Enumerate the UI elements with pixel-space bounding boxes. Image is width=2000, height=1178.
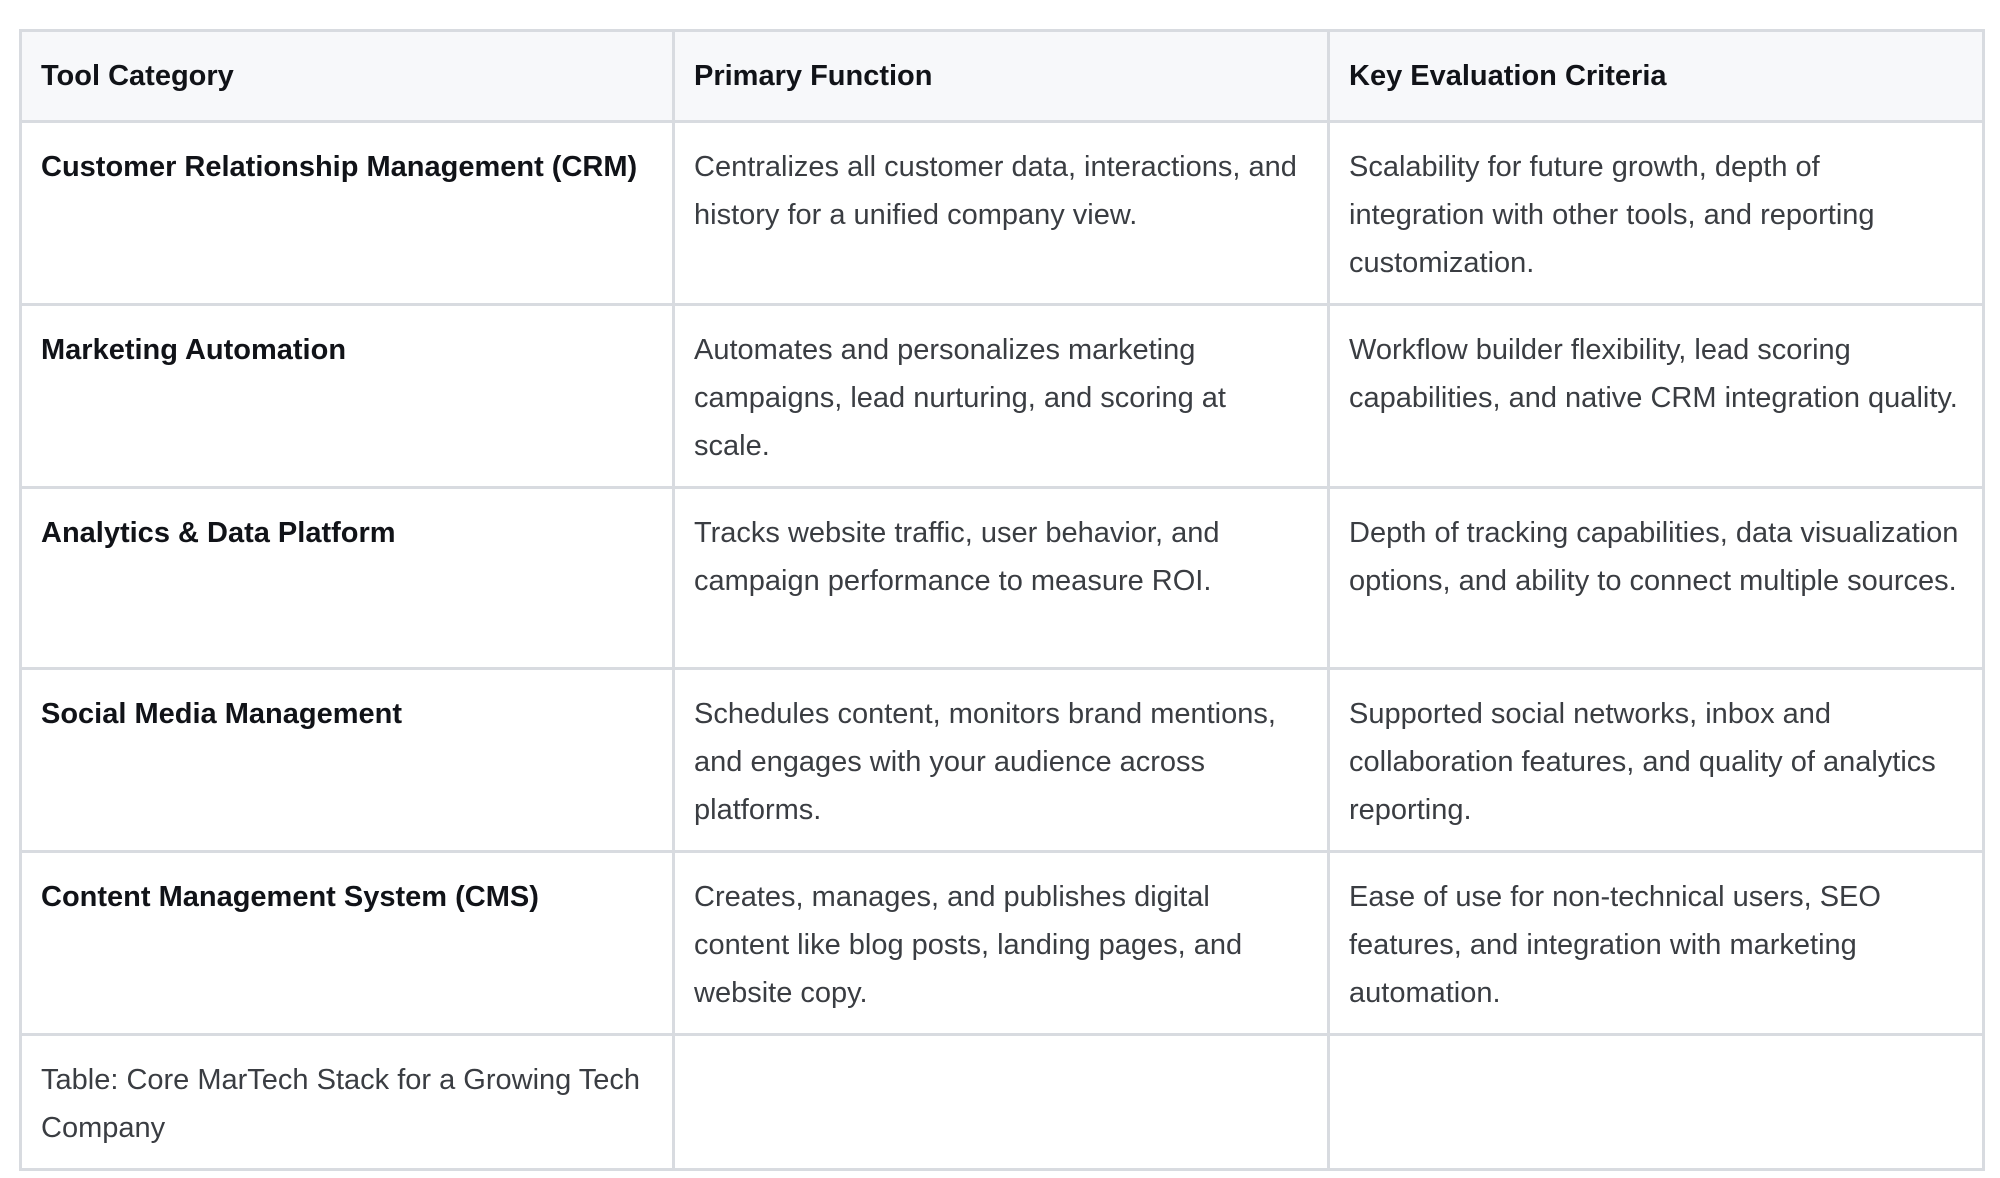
caption-row <box>21 1035 1984 1170</box>
evaluation-criteria-cell: Workflow builder flexibility, lead scoring capabilities, and native CRM integration quality. <box>1329 305 1984 488</box>
primary-function-cell: Centralizes all customer data, interactions, and history for a unified company view. <box>674 122 1329 305</box>
tool-category-cell: Social Media Management <box>21 669 674 852</box>
tool-category-cell: Customer Relationship Management (CRM) <box>21 122 674 305</box>
table-row <box>21 852 1984 1035</box>
evaluation-criteria-cell: Depth of tracking capabilities, data visualization options, and ability to connect multiple sources. <box>1329 488 1984 669</box>
table-row <box>21 122 1984 305</box>
evaluation-criteria-cell: Scalability for future growth, depth of integration with other tools, and reporting customization. <box>1329 122 1984 305</box>
table-row <box>21 305 1984 488</box>
table-row <box>21 669 1984 852</box>
tool-category-cell: Marketing Automation <box>21 305 674 488</box>
martech-table-container <box>19 29 1982 1171</box>
evaluation-criteria-cell: Ease of use for non-technical users, SEO features, and integration with marketing automation. <box>1329 852 1984 1035</box>
header-key-evaluation-criteria: Key Evaluation Criteria <box>1329 31 1984 122</box>
empty-cell <box>1329 1035 1984 1170</box>
table-caption: Table: Core MarTech Stack for a Growing Tech Company <box>21 1035 674 1170</box>
primary-function-cell: Automates and personalizes marketing campaigns, lead nurturing, and scoring at scale. <box>674 305 1329 488</box>
table-header <box>21 31 1984 122</box>
table-row <box>21 488 1984 669</box>
martech-stack-table <box>19 29 1985 1171</box>
primary-function-cell: Schedules content, monitors brand mentions, and engages with your audience across platforms. <box>674 669 1329 852</box>
evaluation-criteria-cell: Supported social networks, inbox and collaboration features, and quality of analytics reporting. <box>1329 669 1984 852</box>
header-primary-function: Primary Function <box>674 31 1329 122</box>
empty-cell <box>674 1035 1329 1170</box>
header-tool-category: Tool Category <box>21 31 674 122</box>
header-row <box>21 31 1984 122</box>
tool-category-cell: Analytics & Data Platform <box>21 488 674 669</box>
primary-function-cell: Creates, manages, and publishes digital content like blog posts, landing pages, and website copy. <box>674 852 1329 1035</box>
primary-function-cell: Tracks website traffic, user behavior, and campaign performance to measure ROI. <box>674 488 1329 669</box>
table-body <box>21 122 1984 1170</box>
tool-category-cell: Content Management System (CMS) <box>21 852 674 1035</box>
